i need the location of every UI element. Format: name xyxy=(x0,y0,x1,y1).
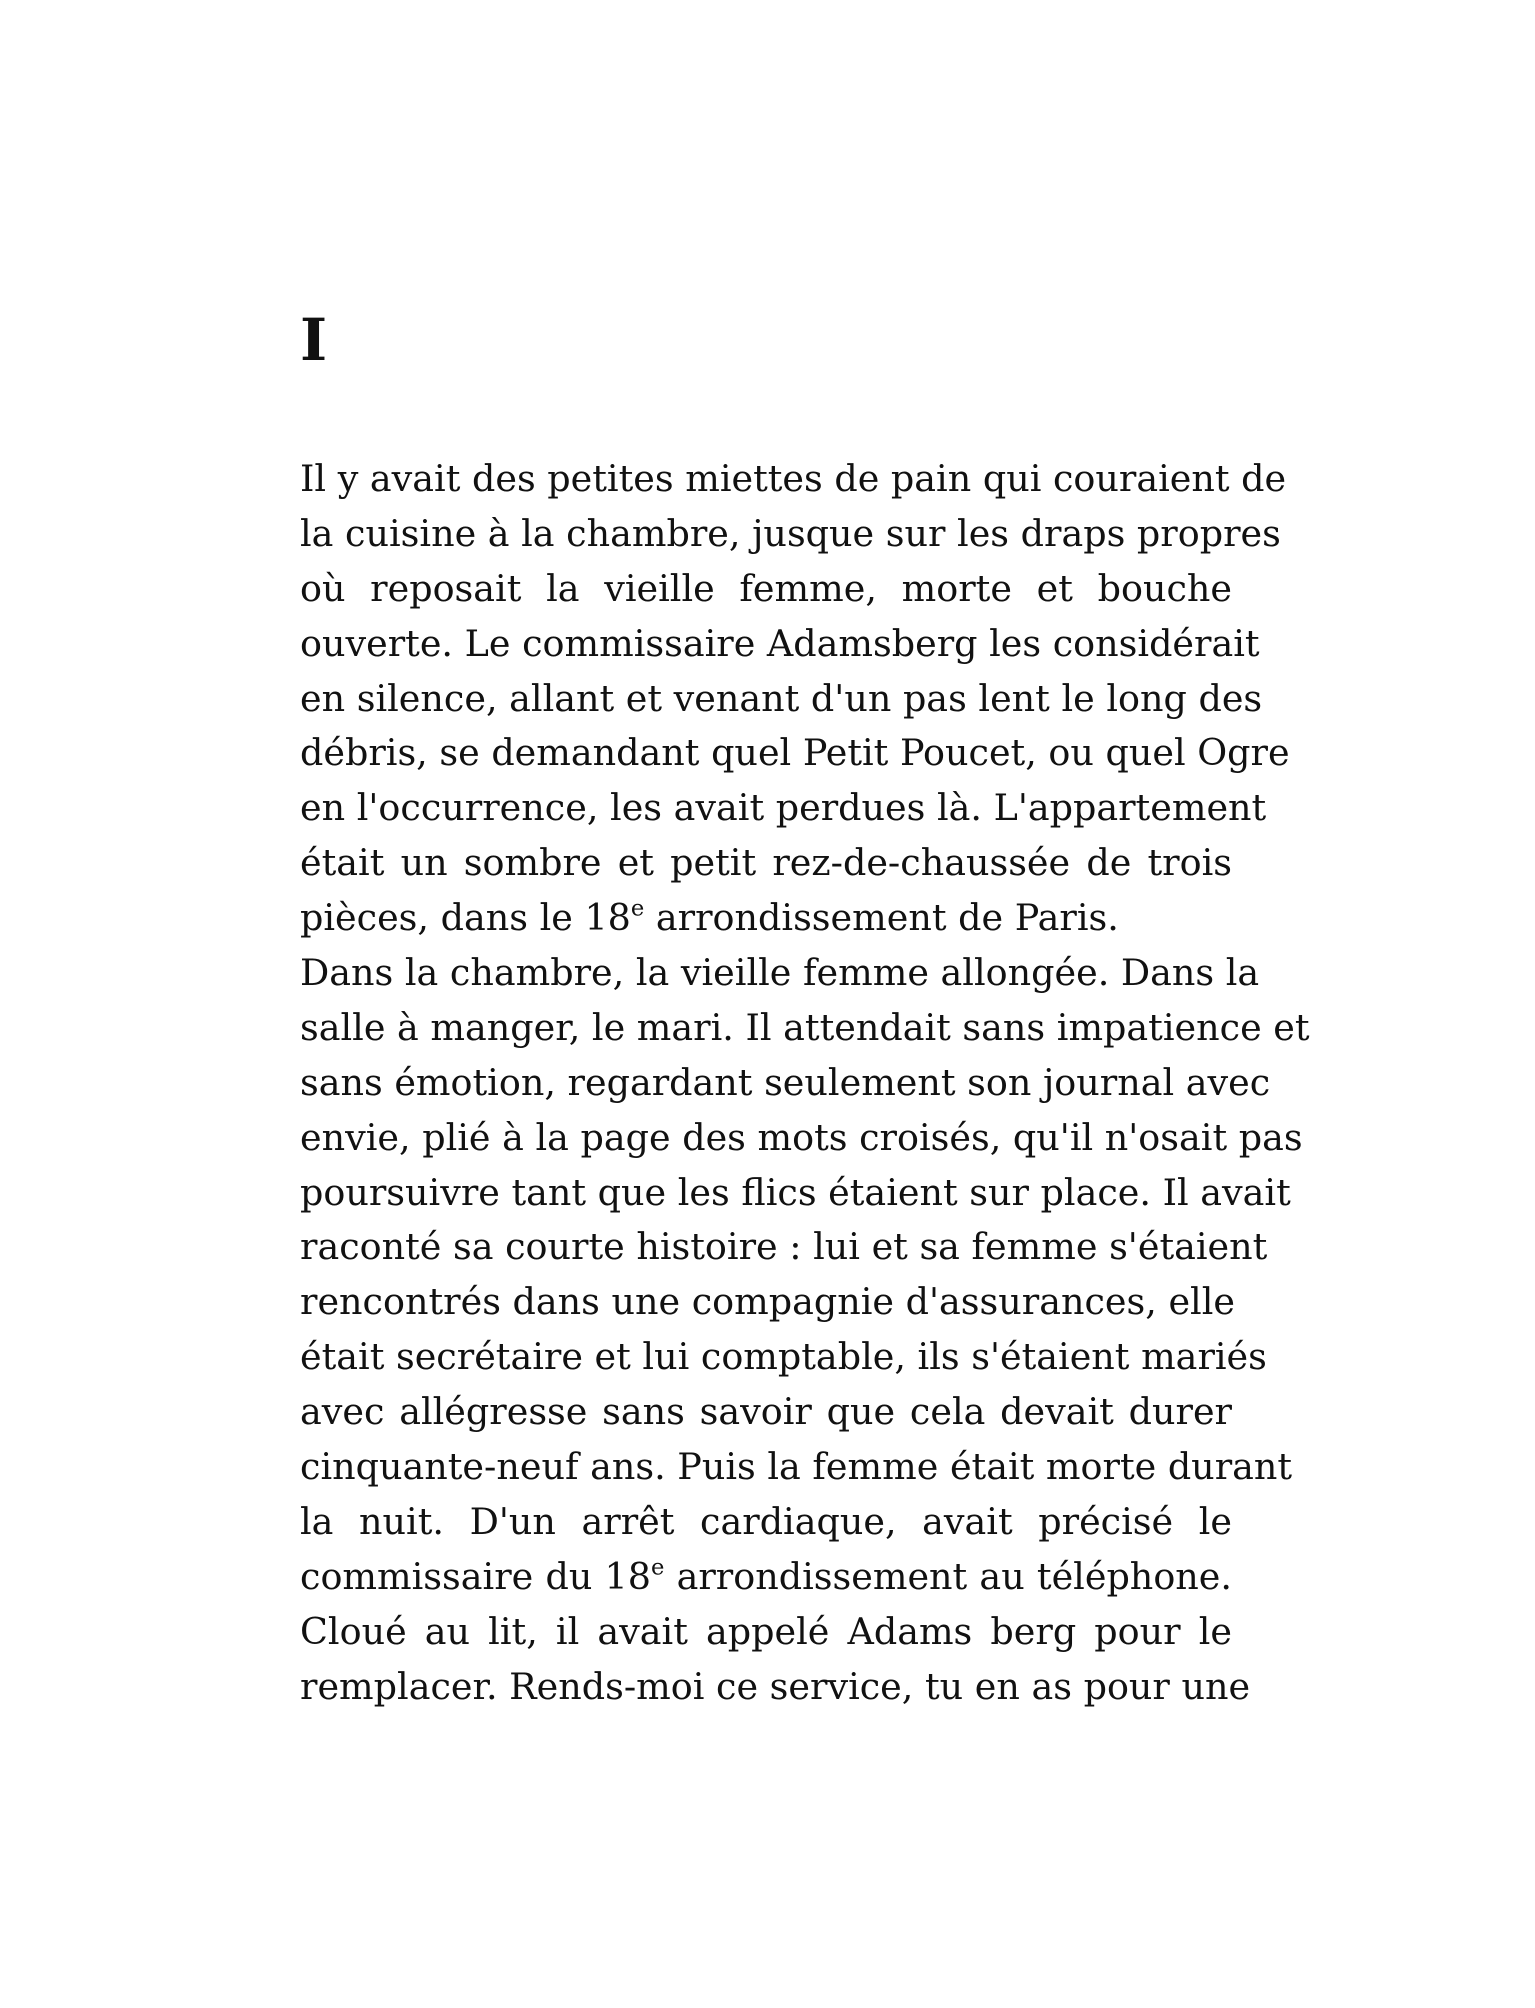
text-line: Cloué au lit, il avait appelé Adams berg pour le xyxy=(300,1609,1232,1653)
ordinal-superscript: e xyxy=(651,1554,665,1581)
text-line: était secrétaire et lui comptable, ils s'étaient mariés xyxy=(300,1335,1267,1379)
text-line: sans émotion, regardant seulement son journal avec xyxy=(300,1060,1271,1104)
text-segment: arrondissement au téléphone. xyxy=(664,1554,1233,1598)
text-line: ouverte. Le commissaire Adamsberg les considérait xyxy=(300,621,1260,665)
text-line: débris, se demandant quel Petit Poucet, ou quel Ogre xyxy=(300,731,1290,775)
text-line: salle à manger, le mari. Il attendait sans impatience et xyxy=(300,1005,1310,1049)
text-line: avec allégresse sans savoir que cela devait durer xyxy=(300,1390,1232,1434)
text-line: la nuit. D'un arrêt cardiaque, avait précisé le xyxy=(300,1499,1232,1543)
text-line: raconté sa courte histoire : lui et sa femme s'étaient xyxy=(300,1225,1268,1269)
text-segment: arrondissement de Paris. xyxy=(644,896,1119,940)
text-line: où reposait la vieille femme, morte et bouche xyxy=(300,566,1232,610)
text-segment: pièces, dans le 18 xyxy=(300,896,631,940)
text-line: poursuivre tant que les flics étaient sur place. Il avait xyxy=(300,1170,1291,1214)
text-line: cinquante-neuf ans. Puis la femme était morte durant xyxy=(300,1445,1293,1489)
ordinal-superscript: e xyxy=(630,895,645,922)
paragraph-1 xyxy=(300,452,1290,946)
text-line: en silence, allant et venant d'un pas lent le long des xyxy=(300,676,1263,720)
text-line: envie, plié à la page des mots croisés, qu'il n'osait pas xyxy=(300,1115,1303,1159)
text-segment: commissaire du 18 xyxy=(300,1554,651,1598)
chapter-number: I xyxy=(300,306,328,374)
text-line: était un sombre et petit rez-de-chaussée de trois xyxy=(300,841,1232,885)
text-line xyxy=(300,891,1232,946)
text-line: remplacer. Rends-moi ce service, tu en as pour une xyxy=(300,1664,1251,1708)
paragraph-2 xyxy=(300,946,1310,1714)
body-text xyxy=(300,452,1310,1714)
text-line: la cuisine à la chambre, jusque sur les draps propres xyxy=(300,511,1281,555)
text-line: Dans la chambre, la vieille femme allongée. Dans la xyxy=(300,951,1260,995)
text-line: en l'occurrence, les avait perdues là. L'appartement xyxy=(300,786,1267,830)
text-line: Il y avait des petites miettes de pain qui couraient de xyxy=(300,457,1287,500)
text-line: rencontrés dans une compagnie d'assurances, elle xyxy=(300,1280,1235,1324)
text-line xyxy=(300,1550,1232,1605)
